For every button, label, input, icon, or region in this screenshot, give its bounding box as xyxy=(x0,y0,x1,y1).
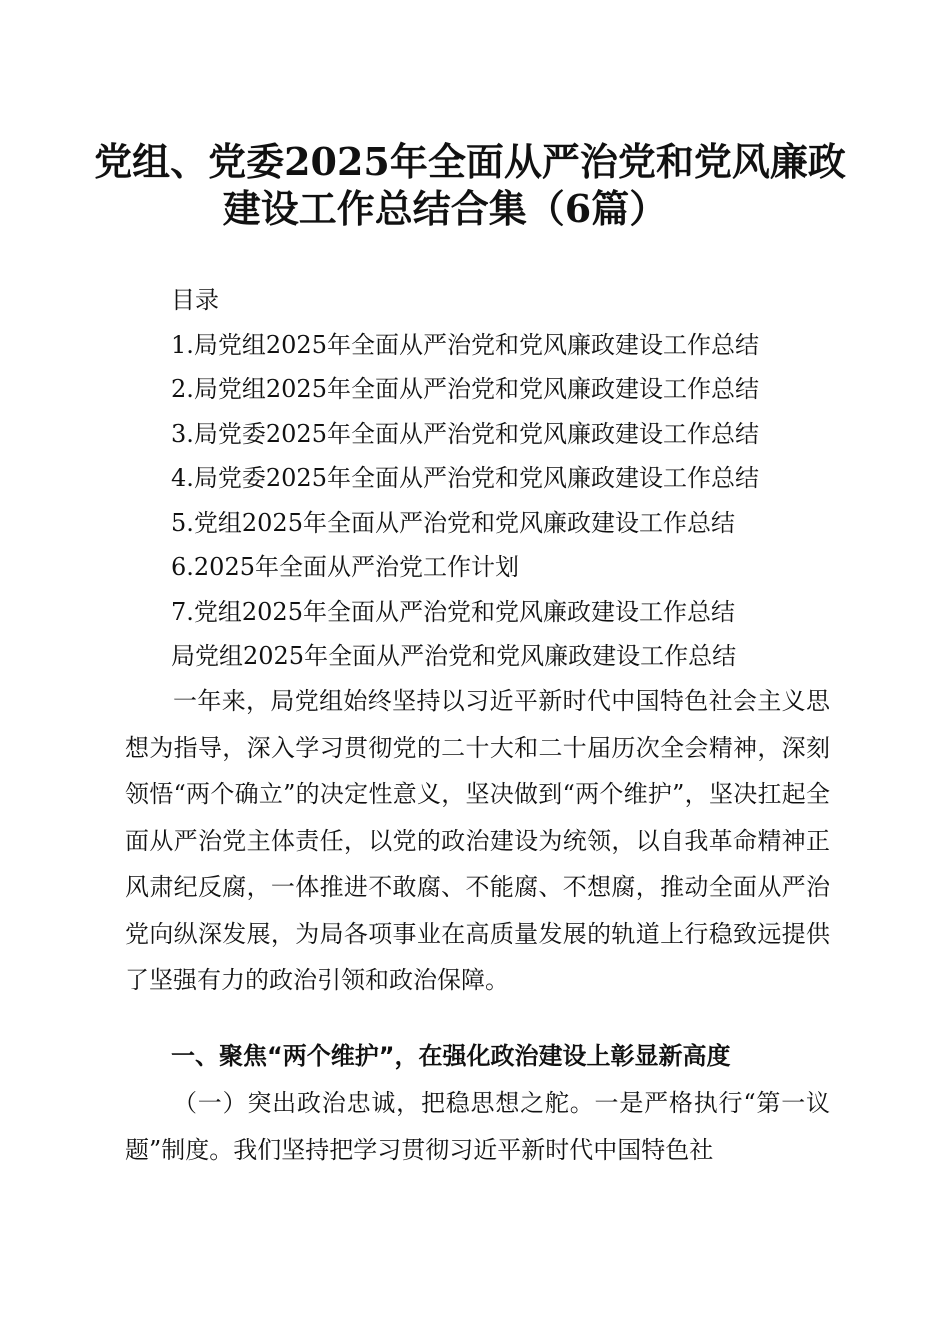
toc-item: 1.局党组2025年全面从严治党和党风廉政建设工作总结 xyxy=(171,330,759,359)
intro-section xyxy=(125,678,830,1004)
section1-heading: 一、聚焦“两个维护”，在强化政治建设上彰显新高度 xyxy=(171,1042,731,1070)
document-title-line2: 建设工作总结合集（6篇） xyxy=(222,186,668,231)
toc-item: 2.局党组2025年全面从严治党和党风廉政建设工作总结 xyxy=(171,375,759,403)
toc-item: 4.局党委2025年全面从严治党和党风廉政建设工作总结 xyxy=(171,464,759,492)
document-title-line1: 党组、党委2025年全面从严治党和党风廉政 xyxy=(94,139,846,184)
toc-item: 3.局党委2025年全面从严治党和党风廉政建设工作总结 xyxy=(171,419,759,448)
section1-paragraph: （一）突出政治忠诚，把稳思想之舵。一是严格执行“第一议题”制度。我们坚持把学习贯彻习近平新时代中国特色社 xyxy=(125,1089,830,1164)
table-of-contents xyxy=(171,278,759,679)
section-title: 局党组2025年全面从严治党和党风廉政建设工作总结 xyxy=(171,642,737,670)
toc-item: 7.党组2025年全面从严治党和党风廉政建设工作总结 xyxy=(171,597,735,626)
toc-item: 6.2025年全面从严治党工作计划 xyxy=(171,553,519,581)
toc-item: 5.党组2025年全面从严治党和党风廉政建设工作总结 xyxy=(171,508,735,537)
intro-paragraph: 一年来，局党组始终坚持以习近平新时代中国特色社会主义思想为指导，深入学习贯彻党的二十大和二十届历次全会精神，深刻领悟“两个确立”的决定性意义，坚决做到“两个维护”，坚决扛起全面从严治党主体责任，以党的政治建设为统领，以自我革命精神正风肃纪反腐，一体推进不敢腐、不能腐、不想腐，推动全面从严治党向纵深发展，为局各项事业在高质量发展的轨道上行稳致远提供了坚强有力的政治引领和政治保障。 xyxy=(125,687,830,994)
toc-label: 目录 xyxy=(171,286,219,314)
